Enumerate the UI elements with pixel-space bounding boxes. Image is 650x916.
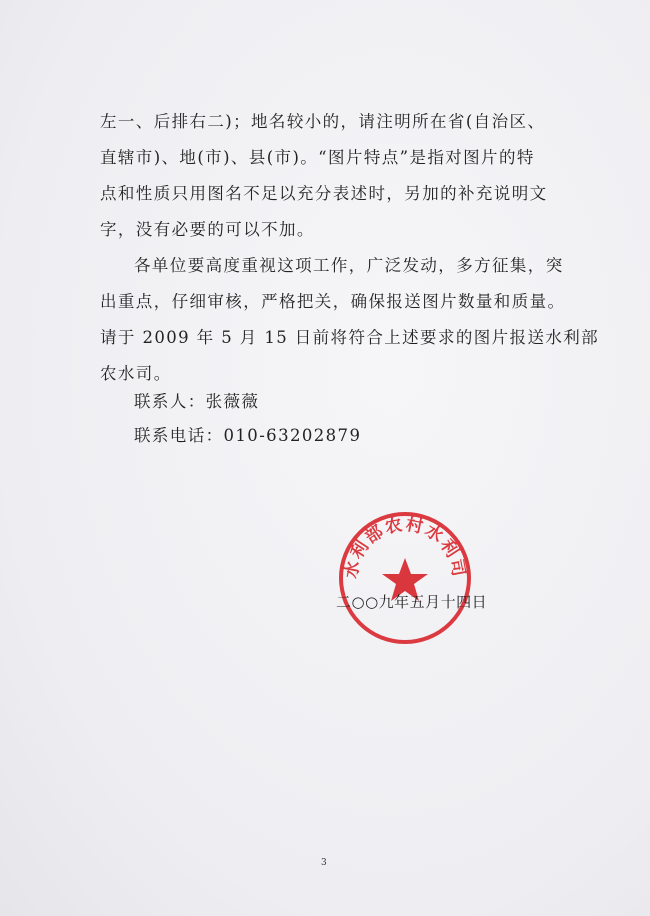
document-date: 二○○九年五月十四日	[336, 593, 488, 611]
body-line-5: 各单位要高度重视这项工作，广泛发动，多方征集，突	[134, 256, 564, 275]
contact-person: 联系人：张薇薇	[134, 392, 260, 411]
body-line-2: 直辖市)、地(市)、县(市)。“图片特点”是指对图片的特	[100, 148, 535, 167]
body-line-1: 左一、后排右二)；地名较小的，请注明所在省(自治区、	[100, 112, 546, 131]
body-line-3: 点和性质只用图名不足以充分表述时，另加的补充说明文	[100, 184, 548, 203]
official-seal	[335, 508, 475, 648]
body-line-7: 请于 2009 年 5 月 15 日前将符合上述要求的图片报送水利部	[100, 328, 600, 347]
body-line-4: 字，没有必要的可以不加。	[100, 220, 315, 239]
body-line-6: 出重点，仔细审核，严格把关，确保报送图片数量和质量。	[100, 292, 566, 311]
contact-phone: 联系电话：010-63202879	[134, 426, 362, 445]
page-number: 3	[321, 858, 327, 868]
svg-text:水利部农村水利司: 水利部农村水利司	[341, 514, 469, 580]
body-line-8: 农水司。	[100, 364, 172, 383]
